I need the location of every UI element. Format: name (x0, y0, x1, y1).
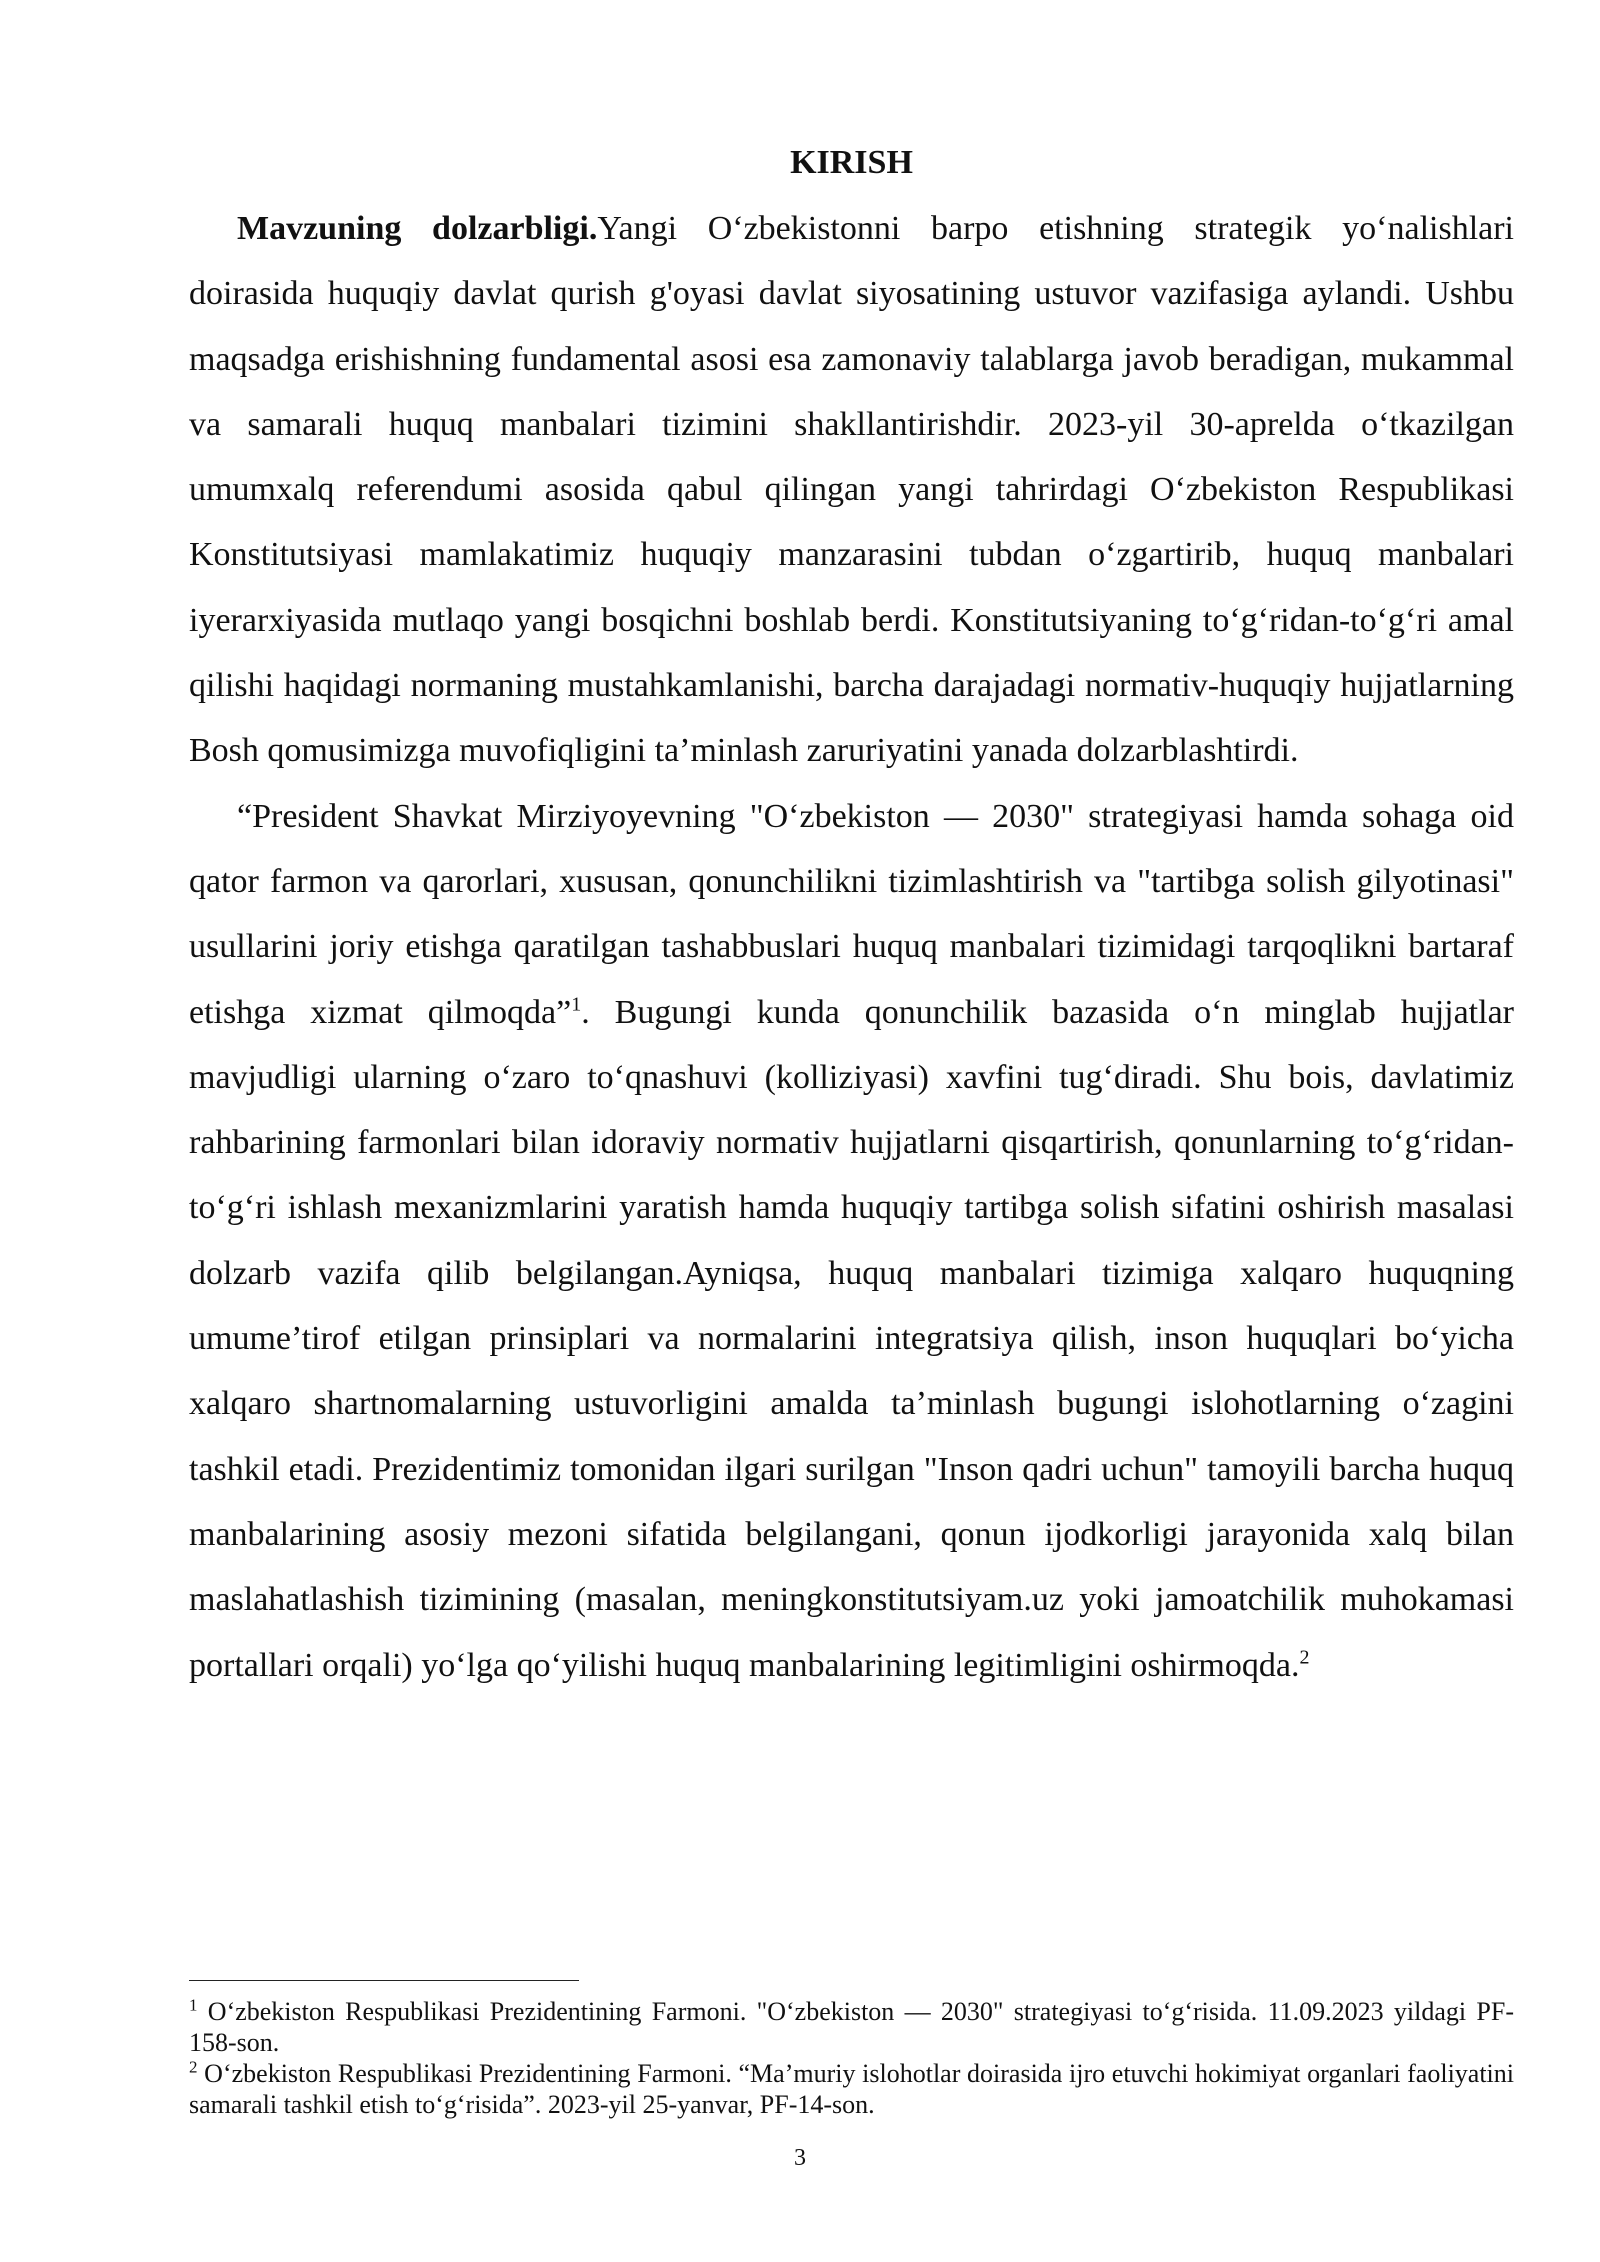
footnote-2 (189, 2058, 1514, 2120)
footnote-ref-2[interactable]: 2 (1299, 1646, 1310, 1669)
paragraph-text-part2: . Bugungi kunda qonunchilik bazasida o‘n minglab hujjatlar mavjudligi ularning o‘zaro to‘qnashuvi (kolliziyasi) xavfini tug‘diradi. Shu bois, davlatimiz rahbarining farmonlari bilan idoraviy normativ hujjatlarni qisqartirish, qonunlarning to‘g‘ridan-to‘g‘ri ishlash mexanizmlarini yaratish hamda huquqiy tartibga solish sifatini oshirish masalasi dolzarb vazifa qilib belgilangan.Ayniqsa, huquq manbalari tizimiga xalqaro huquqning umume’tirof etilgan prinsiplari va normalarini integratsiya qilish, inson huquqlari bo‘yicha xalqaro shartnomalarning ustuvorligini amalda ta’minlash bugungi islohotlarning o‘zagini tashkil etadi. Prezidentimiz tomonidan ilgari surilgan "Inson qadri uchun" tamoyili barcha huquq manbalarining asosiy mezoni sifatida belgilangani, qonun ijodkorligi jarayonida xalq bilan maslahatlashish tizimining (masalan, meningkonstitutsiyam.uz yoki jamoatchilik muhokamasi portallari orqali) yo‘lga qo‘yilishi huquq manbalarining legitimligini oshirmoqda. (189, 993, 1514, 1684)
footnotes (189, 1996, 1514, 2120)
footnote-text: O‘zbekiston Respublikasi Prezidentining Farmoni. "O‘zbekiston — 2030" strategiyasi to‘g‘risida. 11.09.2023 yildagi PF-158-son. (189, 1997, 1514, 2057)
section-heading: KIRISH (790, 144, 913, 181)
paragraph-text-part1: “President Shavkat Mirziyoyevning "O‘zbekiston — 2030" strategiyasi hamda sohaga oid qator farmon va qarorlari, xususan, qonunchilikni tizimlashtirish va "tartibga solish gilyotinasi" usullarini joriy etishga qaratilgan tashabbuslari huquq manbalari tizimidagi tarqoqlikni bartaraf etishga xizmat qilmoqda” (189, 797, 1514, 1031)
footnote-1 (189, 1996, 1514, 2058)
footnote-ref-1[interactable]: 1 (571, 993, 582, 1016)
footnote-text: O‘zbekiston Respublikasi Prezidentining Farmoni. “Ma’muriy islohotlar doirasida ijro etuvchi hokimiyat organlari faoliyatini samarali tashkil etish to‘g‘risida”. 2023-yil 25-yanvar, PF-14-son. (189, 2059, 1514, 2119)
paragraph-lead: Mavzuning dolzarbligi. (237, 210, 598, 247)
footnote-mark: 2 (189, 2057, 198, 2077)
paragraph-text: Yangi O‘zbekistonni barpo etishning strategik yo‘nalishlari doirasida huquqiy davlat qurish g'oyasi davlat siyosatining ustuvor vazifasiga aylandi. Ushbu maqsadga erishishning fundamental asosi esa zamonaviy talablarga javob beradigan, mukammal va samarali huquq manbalari tizimini shakllantirishdir. 2023-yil 30-aprelda o‘tkazilgan umumxalq referendumi asosida qabul qilingan yangi tahrirdagi O‘zbekiston Respublikasi Konstitutsiyasi mamlakatimiz huquqiy manzarasini tubdan o‘zgartirib, huquq manbalari iyerarxiyasida mutlaqo yangi bosqichni boshlab berdi. Konstitutsiyaning to‘g‘ridan-to‘g‘ri amal qilishi haqidagi normaning mustahkamlanishi, barcha darajadagi normativ-huquqiy hujjatlarning Bosh qomusimizga muvofiqligini ta’minlash zaruriyatini yanada dolzarblashtirdi. (189, 210, 1515, 770)
paragraph-relevance (189, 196, 1514, 784)
page-number: 3 (794, 2145, 806, 2171)
footnote-mark: 1 (189, 1995, 198, 2015)
paragraph-strategy (189, 784, 1514, 1698)
document-body (189, 130, 1514, 1698)
footnote-separator (189, 1980, 579, 1981)
